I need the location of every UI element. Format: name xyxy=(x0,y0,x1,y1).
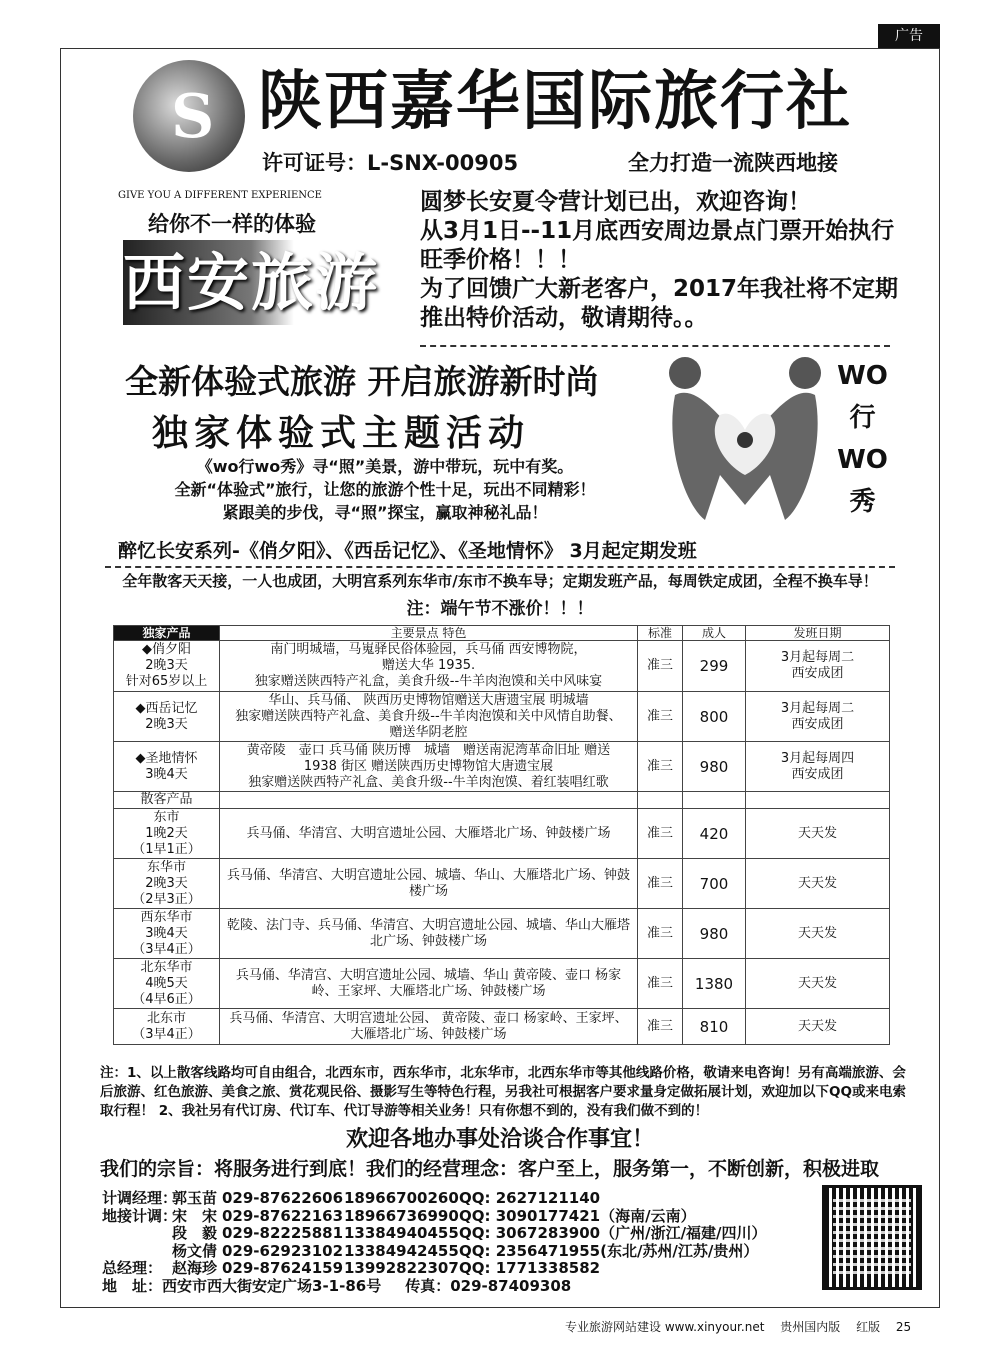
product: 北东华市 xyxy=(140,959,193,975)
divider xyxy=(105,566,895,568)
qq: QQ: 3067283900 xyxy=(459,1224,601,1242)
qr-code-icon xyxy=(822,1185,922,1290)
schedule: 天天发 xyxy=(746,1009,890,1045)
standard: 准三 xyxy=(638,692,683,742)
address-row xyxy=(102,1278,767,1296)
price: 1380 xyxy=(683,959,746,1009)
qq: QQ: 1771338582 xyxy=(459,1259,601,1277)
price: 700 xyxy=(683,859,746,909)
promo-line: 从3月1日--11月底西安周边景点门票开始执行旺季价格！！！ xyxy=(420,218,895,273)
price: 420 xyxy=(683,809,746,859)
standard: 准三 xyxy=(638,959,683,1009)
region: （海南/云南） xyxy=(600,1206,696,1225)
logo-text: 秀 xyxy=(849,487,876,517)
promo-line: 圆梦长安夏令营计划已出，欢迎咨询！ xyxy=(420,189,811,215)
mobile: 18966700260 xyxy=(344,1189,459,1207)
logo-text: 行 xyxy=(849,403,876,433)
audience: 针对65岁以上 xyxy=(125,674,208,689)
footer-color: 红版 xyxy=(856,1320,881,1334)
duration: 1晚2天 xyxy=(145,825,188,841)
feature-paragraphs xyxy=(105,455,665,524)
sights: 赠送华阴老腔 xyxy=(389,724,468,740)
table-row xyxy=(114,809,890,859)
meals: （1早1正） xyxy=(132,841,201,857)
sights: 赠送大华 1935. xyxy=(381,658,476,673)
duration: 2晚3天 xyxy=(145,658,188,673)
phone: 029-87622606 xyxy=(222,1189,344,1207)
contact-row xyxy=(102,1243,767,1261)
region: (东北/苏州/江苏/贵州） xyxy=(600,1241,759,1260)
table-row xyxy=(114,1009,890,1045)
product: 北东市 xyxy=(146,1010,186,1026)
ad-tag: 广告 xyxy=(878,24,940,48)
schedule: 3月起每周二 xyxy=(780,650,855,665)
table-row xyxy=(114,909,890,959)
name: 赵海珍 xyxy=(172,1259,218,1277)
company-motto: 我们的宗旨：将服务进行到底！我们的经营理念：客户至上，服务第一，不断创新，积极进取 xyxy=(100,1158,880,1180)
mobile: 13992822307 xyxy=(344,1259,459,1277)
sights: 南门明城墙，马嵬驿民俗体验园，兵马俑 西安博物院， xyxy=(270,642,587,657)
product: ◆俏夕阳 xyxy=(142,642,191,657)
meals: （2早3正） xyxy=(132,891,201,907)
feature-subheading: 独家体验式主题活动 xyxy=(152,412,531,454)
sights: 乾陵、法门寺、兵马俑、华清宫、大明宫遗址公园、城墙、华山大雁塔北广场、钟鼓楼广场 xyxy=(220,909,638,959)
footer-site: 专业旅游网站建设 www.xinyour.net xyxy=(565,1320,765,1334)
duration: 4晚5天 xyxy=(145,975,188,991)
contact-row xyxy=(102,1225,767,1243)
duration: 2晚3天 xyxy=(145,875,188,891)
phone: 029-82225881 xyxy=(222,1224,344,1242)
standard: 准三 xyxy=(638,742,683,792)
sights: 兵马俑、华清宫、大明宫遗址公园、大雁塔北广场、钟鼓楼广场 xyxy=(220,809,638,859)
holiday-note: 注：端午节不涨价！！！ xyxy=(406,599,594,619)
phone: 029-87622163 xyxy=(222,1206,344,1225)
phone: 029-62923102 xyxy=(222,1241,344,1260)
duration: 3晚4天 xyxy=(145,766,188,782)
product: 东华市 xyxy=(146,859,186,875)
schedule: 3月起每周二 xyxy=(780,700,855,716)
table-row xyxy=(114,641,890,692)
col-header: 发班日期 xyxy=(746,626,890,641)
schedule: 天天发 xyxy=(746,959,890,1009)
name: 宋 宋 xyxy=(172,1206,218,1225)
qq: QQ: 2356471955 xyxy=(459,1241,601,1260)
table-row xyxy=(114,959,890,1009)
slogan: 全力打造一流陕西地接 xyxy=(628,151,838,175)
schedule: 3月起每周四 xyxy=(780,750,855,766)
tagline-cn: 给你不一样的体验 xyxy=(148,211,316,236)
schedule: 西安成团 xyxy=(791,716,844,732)
sights: 华山、兵马俑、 陕西历史博物馆赠送大唐遗宝展 明城墙 xyxy=(268,692,589,708)
sights: 独家赠送陕西特产礼盒，美食升级--牛羊肉泡馍和关中风味宴 xyxy=(254,674,603,689)
xian-travel-banner xyxy=(118,190,408,330)
contact-row xyxy=(102,1190,767,1208)
qq: QQ: 2627121140 xyxy=(459,1189,601,1207)
standard: 准三 xyxy=(638,809,683,859)
tagline-en: GIVE YOU A DIFFERENT EXPERIENCE xyxy=(118,190,322,201)
col-header: 主要景点 特色 xyxy=(220,626,638,641)
price: 299 xyxy=(683,641,746,692)
sights: 兵马俑、华清宫、大明宫遗址公园、城墙、华山 黄帝陵、壶口 杨家岭、王家坪、大雁塔北广场、钟鼓楼广场 xyxy=(220,959,638,1009)
product: ◆圣地情怀 xyxy=(135,750,198,766)
role xyxy=(102,1243,172,1261)
page-footer xyxy=(565,1318,923,1335)
sights: 独家赠送陕西特产礼盒、美食升级--牛羊肉泡馍和关中风情自助餐、 xyxy=(235,708,622,724)
meals: （3早4正） xyxy=(132,941,201,957)
schedule: 天天发 xyxy=(746,809,890,859)
group-label-row xyxy=(114,792,890,809)
standard: 准三 xyxy=(638,909,683,959)
phone: 029-87624159 xyxy=(222,1259,344,1277)
name: 郭玉苗 xyxy=(172,1189,218,1207)
table-header xyxy=(114,626,890,641)
table-row xyxy=(114,692,890,742)
feature-line: 紧跟美的步伐，寻“照”探宝，赢取神秘礼品！ xyxy=(222,503,548,522)
page-number: 25 xyxy=(895,1320,912,1334)
logo-text: WO xyxy=(837,361,888,391)
feature-line: 全新“体验式”旅行，让您的旅游个性十足，玩出不同精彩！ xyxy=(174,480,596,499)
role: 总经理： xyxy=(102,1259,163,1277)
schedule: 西安成团 xyxy=(791,766,844,782)
daily-departure-note: 全年散客天天接，一人也成团，大明宫系列东华市/东市不换车导；定期发班产品，每周铁定成团，全程不换车导！ xyxy=(122,572,878,590)
company-title: 陕西嘉华国际旅行社 xyxy=(258,65,852,139)
duration: 3晚4天 xyxy=(145,925,188,941)
mobile: 13384940455 xyxy=(344,1224,459,1242)
series-announcement: 醉忆长安系列-《俏夕阳》、《西岳记忆》、《圣地情怀》 3月起定期发班 xyxy=(118,540,697,562)
sights: 独家赠送陕西特产礼盒、美食升级--牛羊肉泡馍、着红装唱红歌 xyxy=(248,774,609,790)
tour-price-table xyxy=(113,625,890,1045)
role: 计调经理： xyxy=(102,1189,178,1207)
product: 东市 xyxy=(153,809,180,825)
divider xyxy=(420,345,890,347)
mobile: 18966736990 xyxy=(344,1206,459,1225)
fax: 传真：029-87409308 xyxy=(405,1276,572,1295)
schedule: 天天发 xyxy=(746,909,890,959)
product: 西东华市 xyxy=(140,909,193,925)
col-header: 标准 xyxy=(638,626,683,641)
logo-text: WO xyxy=(837,445,888,475)
product: ◆西岳记忆 xyxy=(135,700,198,716)
banner-title: 西安旅游 xyxy=(123,240,408,325)
price: 980 xyxy=(683,742,746,792)
sights: 1938 街区 赠送陕西历史博物馆大唐遗宝展 xyxy=(303,758,554,774)
role: 地接计调： xyxy=(102,1206,178,1225)
standard: 准三 xyxy=(638,859,683,909)
address: 地 址：西安市西大街安定广场3-1-86号 xyxy=(102,1276,382,1295)
table-row xyxy=(114,742,890,792)
price: 980 xyxy=(683,909,746,959)
welcome-banner: 欢迎各地办事处洽谈合作事宜！ xyxy=(345,1127,654,1152)
duration: 2晚3天 xyxy=(145,716,188,732)
contact-row xyxy=(102,1208,767,1226)
meals: （4早6正） xyxy=(132,991,201,1007)
promo-line: 为了回馈广大新老客户，2017年我社将不定期推出特价活动，敬请期待。。 xyxy=(420,276,899,331)
price: 810 xyxy=(683,1009,746,1045)
feature-heading: 全新体验式旅游 开启旅游新时尚 xyxy=(125,362,599,401)
sights: 兵马俑、华清宫、大明宫遗址公园、 黄帝陵、壶口 杨家岭、王家坪、大雁塔北广场、钟鼓楼广场 xyxy=(220,1009,638,1045)
meals: （3早4正） xyxy=(132,1026,201,1042)
standard: 准三 xyxy=(638,641,683,692)
sights: 兵马俑、华清宫、大明宫遗址公园、城墙、华山、大雁塔北广场、钟鼓楼广场 xyxy=(220,859,638,909)
schedule: 天天发 xyxy=(746,859,890,909)
notes: 注：1、以上散客线路均可自由组合，北西东市，西东华市，北东华市，北西东华市等其他线路价格，敬请来电咨询！另有高端旅游、会后旅游、红色旅游、美食之旅、赏花观民俗、摄影写生等特色行程，另我社可根据客户要求量身定做拓展计划，欢迎加以下QQ或来电索取行程！ 2、我社另有代订房、代订车、代订导游等相关业务！只有你想不到的，没有我们做不到的！ xyxy=(100,1065,906,1119)
name: 杨文倩 xyxy=(172,1241,218,1260)
wo-xing-wo-xiu-logo xyxy=(665,355,895,530)
col-header: 成人 xyxy=(683,626,746,641)
group-label: 散客产品 xyxy=(114,792,220,809)
contact-row xyxy=(102,1260,767,1278)
name: 段 毅 xyxy=(172,1224,218,1242)
promo-text xyxy=(420,188,900,333)
standard: 准三 xyxy=(638,1009,683,1045)
sights: 黄帝陵 壶口 兵马俑 陕历博 城墙 赠送南泥湾革命旧址 赠送 xyxy=(246,742,611,758)
region: （广州/浙江/福建/四川） xyxy=(600,1224,767,1242)
mobile: 13384942455 xyxy=(344,1241,459,1260)
feature-line: 《wo行wo秀》寻“照”美景，游中带玩，玩中有奖。 xyxy=(196,457,574,476)
role xyxy=(102,1225,172,1243)
license-number: 许可证号：L-SNX-00905 xyxy=(262,151,519,175)
company-logo-icon: S xyxy=(133,60,245,172)
col-header: 独家产品 xyxy=(114,626,220,641)
qq: QQ: 3090177421 xyxy=(459,1206,601,1225)
table-row xyxy=(114,859,890,909)
contact-list xyxy=(102,1190,767,1295)
schedule: 西安成团 xyxy=(791,666,844,681)
price: 800 xyxy=(683,692,746,742)
footer-edition: 贵州国内版 xyxy=(780,1320,841,1334)
